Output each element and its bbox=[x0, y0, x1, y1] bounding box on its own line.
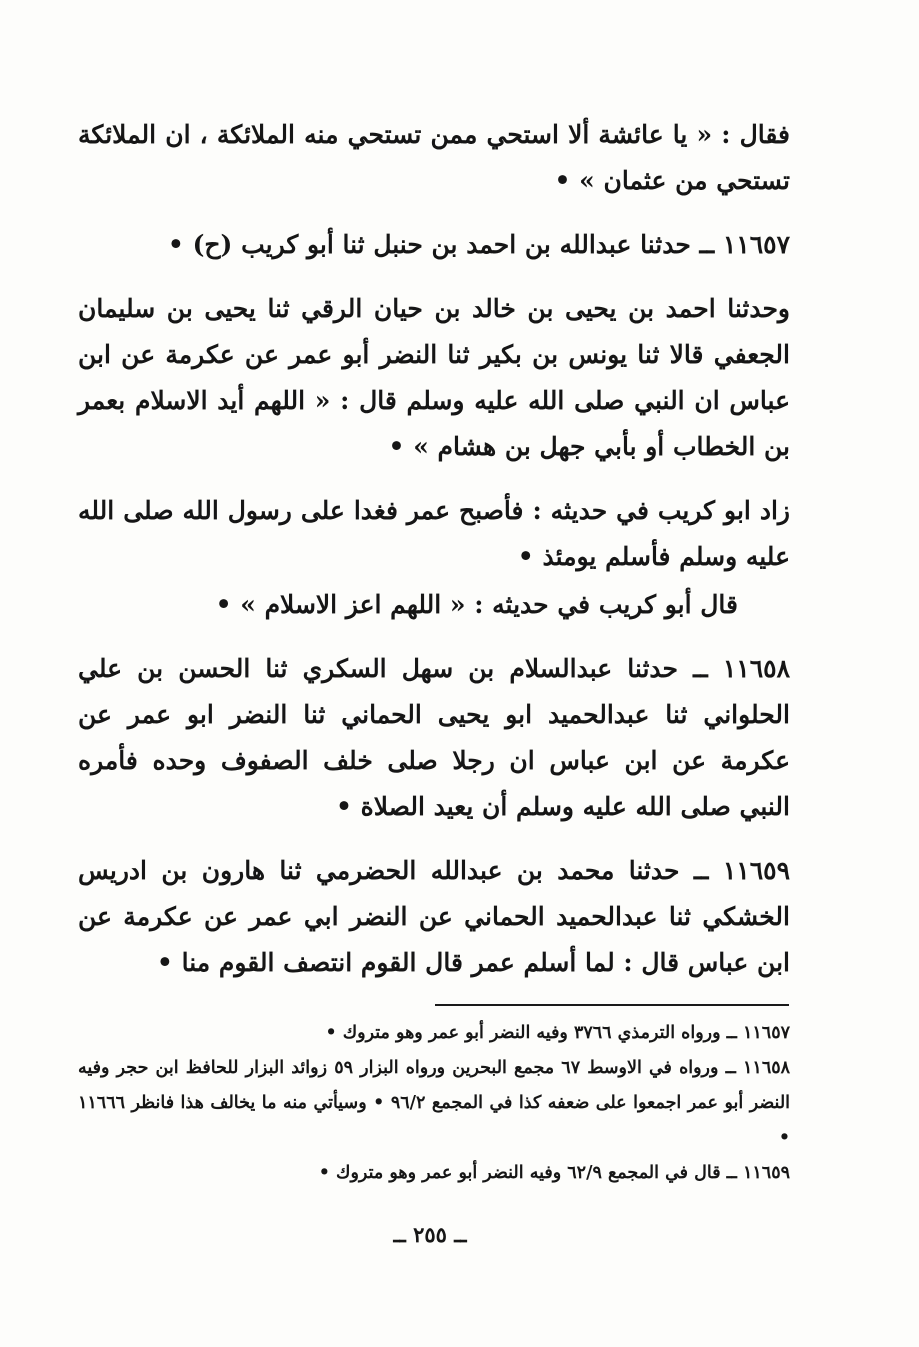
footnote-11659: ١١٦٥٩ ــ قال في المجمع ٦٢/٩ وفيه النضر أبو عمر وهو متروك • bbox=[318, 1163, 790, 1183]
paragraph-abu-kurayb-addition: زاد ابو كريب في حديثه : فأصبح عمر فغدا على رسول الله صلى الله عليه وسلم فأسلم يومئذ • bbox=[78, 496, 790, 571]
page-number: ــ ٢٥٥ ــ bbox=[393, 1222, 467, 1247]
paragraph-hadith-11657-text: وحدثنا احمد بن يحيى بن خالد بن حيان الرقي ثنا يحيى بن سليمان الجعفي قالا ثنا يونس بن بكير ثنا النضر أبو عمر عن عكرمة عن ابن عباس ان النبي صلى الله عليه وسلم قال : « اللهم أيد الاسلام بعمر بن الخطاب أو بأبي جهل بن هشام » • bbox=[78, 294, 790, 461]
footnote-11658: ١١٦٥٨ ــ ورواه في الاوسط ٦٧ مجمع البحرين ورواه البزار ٥٩ زوائد البزار للحافظ ابن حجر وفيه النضر أبو عمر اجمعوا على ضعفه كذا في المجمع ٩٦/٢ • وسيأتي منه ما يخالف هذا فانظر ١١٦٦٦ • bbox=[78, 1058, 791, 1148]
footnote-divider bbox=[435, 1004, 789, 1006]
paragraph-hadith-11659: ١١٦٥٩ ــ حدثنا محمد بن عبدالله الحضرمي ثنا هارون بن ادريس الخشكي ثنا عبدالحميد الحماني عن النضر ابي عمر عن عكرمة عن ابن عباس قال : لما أسلم عمر قال القوم انتصف القوم منا • bbox=[78, 856, 790, 977]
paragraph-hadith-11658: ١١٦٥٨ ــ حدثنا عبدالسلام بن سهل السكري ثنا الحسن بن علي الحلواني ثنا عبدالحميد ابو يحيى الحماني ثنا النضر ابو عمر عن عكرمة عن ابن عباس ان رجلا صلى خلف الصفوف وحده فأمره النبي صلى الله عليه وسلم أن يعيد الصلاة • bbox=[78, 654, 790, 821]
footnote-11657: ١١٦٥٧ ــ ورواه الترمذي ٣٧٦٦ وفيه النضر أبو عمر وهو متروك • bbox=[325, 1023, 790, 1043]
paragraph-abu-kurayb-saying: قال أبو كريب في حديثه : « اللهم اعز الاسلام » • bbox=[215, 590, 738, 619]
paragraph-hadith-11657-isnad: ١١٦٥٧ ــ حدثنا عبدالله بن احمد بن حنبل ثنا أبو كريب (ح) • bbox=[167, 230, 790, 259]
footnotes bbox=[78, 1016, 790, 1191]
paragraph-aisha-hadith: فقال : « يا عائشة ألا استحي ممن تستحي منه الملائكة ، ان الملائكة تستحي من عثمان » • bbox=[78, 120, 790, 195]
main-text bbox=[78, 112, 790, 1004]
